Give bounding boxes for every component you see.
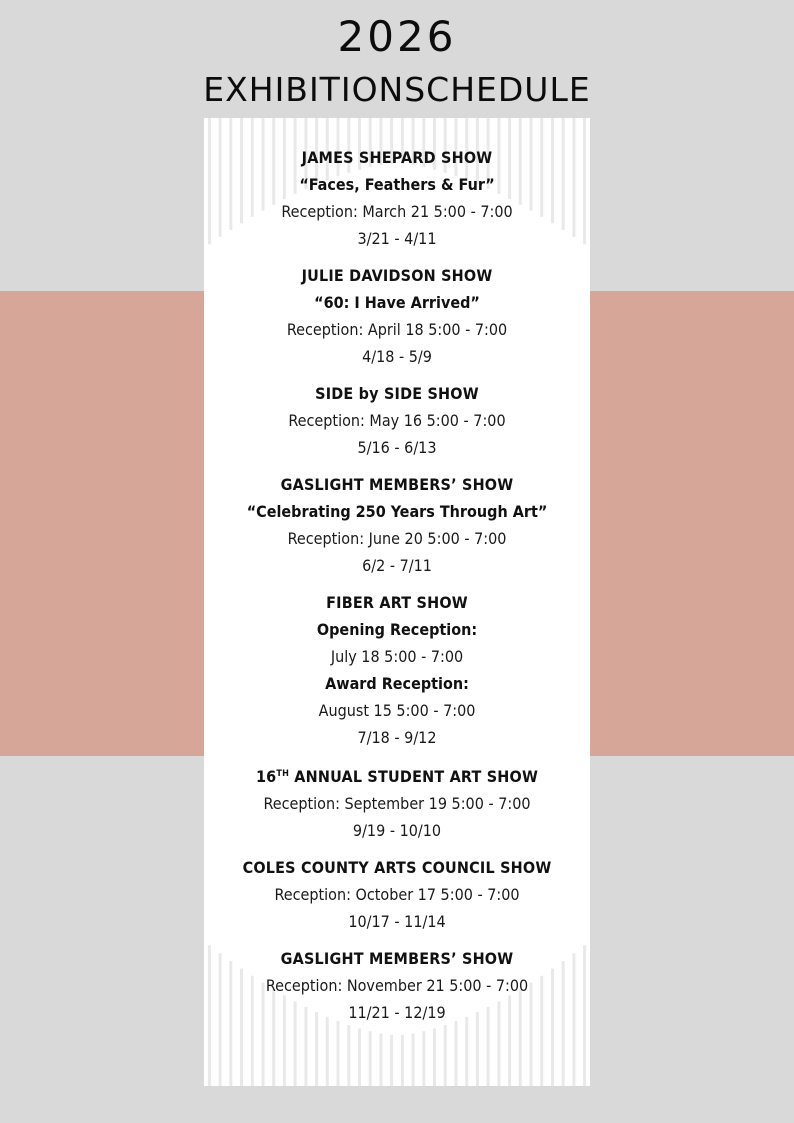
decorative-stripe <box>433 1028 436 1086</box>
title-number: 16 <box>255 767 277 786</box>
award-reception-time: August 15 5:00 - 7:00 <box>318 701 476 720</box>
show-entry <box>204 144 590 252</box>
show-title: GASLIGHT MEMBERS’ SHOW <box>280 475 514 494</box>
show-dates: 11/21 - 12/19 <box>348 1003 446 1022</box>
show-reception: Reception: September 19 5:00 - 7:00 <box>263 794 531 813</box>
title-ordinal: TH <box>276 769 290 779</box>
show-dates: 9/19 - 10/10 <box>352 821 442 840</box>
schedule-title: EXHIBITIONSCHEDULE <box>203 70 591 109</box>
opening-reception-label: Opening Reception: <box>316 620 478 639</box>
show-reception: Reception: October 17 5:00 - 7:00 <box>274 885 520 904</box>
show-entry <box>204 380 590 461</box>
decorative-stripe <box>422 1031 425 1086</box>
show-reception: Reception: November 21 5:00 - 7:00 <box>265 976 529 995</box>
show-entry <box>204 854 590 935</box>
opening-reception-time: July 18 5:00 - 7:00 <box>330 647 464 666</box>
show-dates: 7/18 - 9/12 <box>357 728 437 747</box>
show-reception: Reception: May 16 5:00 - 7:00 <box>288 411 506 430</box>
show-reception: Reception: June 20 5:00 - 7:00 <box>287 529 507 548</box>
decorative-stripe <box>379 1034 382 1087</box>
show-title <box>204 761 590 790</box>
show-dates: 4/18 - 5/9 <box>362 347 432 366</box>
show-title: JULIE DAVIDSON SHOW <box>301 266 493 285</box>
show-dates: 10/17 - 11/14 <box>348 912 446 931</box>
exhibition-list <box>204 144 590 1036</box>
show-title: SIDE by SIDE SHOW <box>315 384 479 403</box>
show-entry <box>204 471 590 579</box>
decorative-stripe <box>369 1031 372 1086</box>
show-dates: 5/16 - 6/13 <box>357 438 437 457</box>
show-entry <box>204 262 590 370</box>
show-title: JAMES SHEPARD SHOW <box>301 148 493 167</box>
award-reception-label: Award Reception: <box>325 674 469 693</box>
show-subtitle: “60: I Have Arrived” <box>314 293 480 312</box>
decorative-stripe <box>401 1035 404 1086</box>
show-dates: 6/2 - 7/11 <box>362 556 432 575</box>
show-title: FIBER ART SHOW <box>326 593 468 612</box>
decorative-stripe <box>412 1034 415 1087</box>
show-subtitle: “Faces, Feathers & Fur” <box>299 175 495 194</box>
show-reception: Reception: April 18 5:00 - 7:00 <box>286 320 508 339</box>
show-title: GASLIGHT MEMBERS’ SHOW <box>280 949 514 968</box>
title-text: ANNUAL STUDENT ART SHOW <box>289 767 539 786</box>
show-entry <box>204 945 590 1026</box>
show-subtitle: “Celebrating 250 Years Through Art” <box>246 502 548 521</box>
decorative-stripe <box>358 1028 361 1086</box>
show-entry <box>204 589 590 751</box>
decorative-stripe <box>390 1035 393 1086</box>
schedule-card <box>204 118 590 1086</box>
show-reception: Reception: March 21 5:00 - 7:00 <box>281 202 513 221</box>
schedule-year: 2026 <box>337 12 457 61</box>
show-title: COLES COUNTY ARTS COUNCIL SHOW <box>242 858 552 877</box>
show-entry <box>204 761 590 844</box>
show-dates: 3/21 - 4/11 <box>357 229 437 248</box>
